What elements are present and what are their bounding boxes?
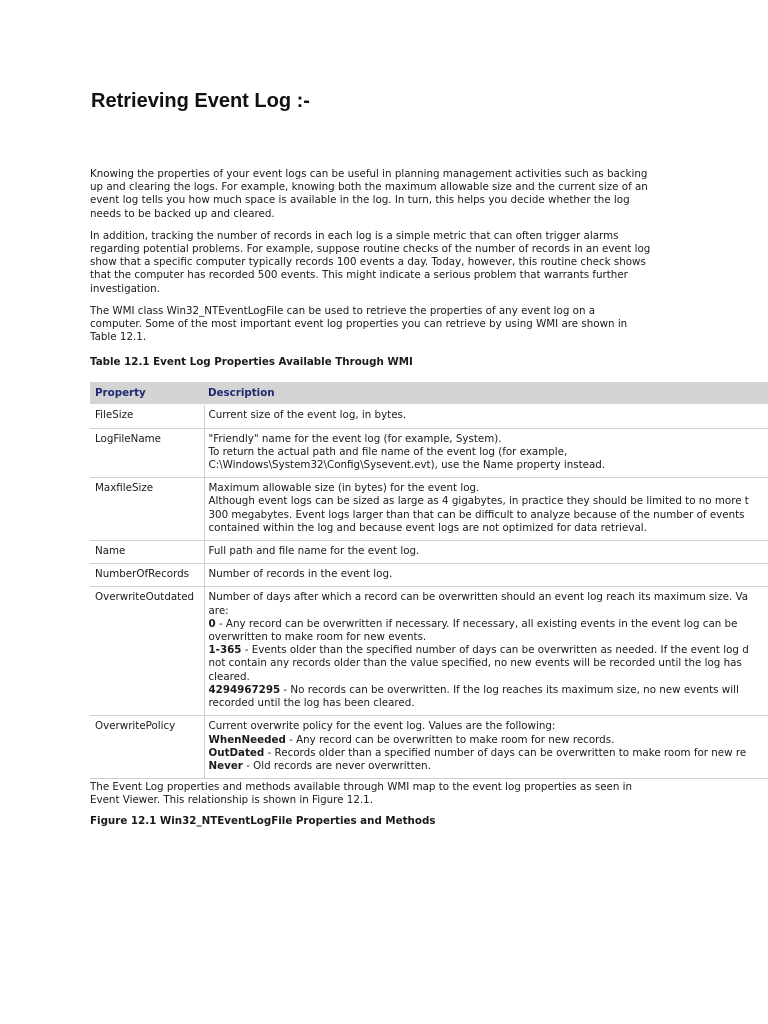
- value-keyword: OutDated: [208, 746, 265, 759]
- description-cell: [204, 478, 768, 541]
- paragraph: [90, 230, 680, 296]
- description-line: [209, 605, 768, 618]
- description-line: [209, 568, 768, 581]
- description-text: Although event logs can be sized as large as 4 gigabytes, in practice they should be limited to no more t: [208, 495, 749, 508]
- description-line: [209, 618, 768, 631]
- property-cell: LogFileName: [90, 428, 204, 478]
- table-header-row: [90, 382, 768, 405]
- value-keyword: 1-365: [208, 644, 242, 657]
- paragraph-line: The Event Log properties and methods available through WMI map to the event log properties as seen in: [90, 781, 633, 794]
- description-text: Number of days after which a record can be overwritten should an event log reach its maximum size. Va: [208, 591, 749, 604]
- paragraph-line: that the computer has recorded 500 events. This might indicate a serious problem that warrants further: [90, 269, 628, 282]
- table-body: [90, 405, 768, 779]
- description-line: [209, 684, 768, 697]
- paragraph-line: needs to be backed up and cleared.: [90, 207, 275, 220]
- document-body: [90, 168, 768, 827]
- description-text: "Friendly" name for the event log (for example, System).: [208, 432, 502, 445]
- value-keyword: 4294967295: [208, 683, 281, 696]
- paragraph-line: Table 12.1.: [90, 331, 147, 344]
- description-cell: [204, 428, 768, 478]
- property-cell: OverwriteOutdated: [90, 587, 204, 716]
- description-text: - No records can be overwritten. If the log reaches its maximum size, no new events will: [280, 683, 739, 696]
- description-line: [209, 631, 768, 644]
- paragraph-line: The WMI class Win32_NTEventLogFile can be used to retrieve the properties of any event log on a: [90, 304, 596, 317]
- paragraph-line: show that a specific computer typically records 100 events a day. Today, however, this routine check shows: [90, 256, 646, 269]
- description-text: - Any record can be overwritten if necessary. If necessary, all existing events in the event log can be: [215, 617, 738, 630]
- description-text: To return the actual path and file name of the event log (for example,: [208, 445, 568, 458]
- table-row: [90, 541, 768, 564]
- value-keyword: WhenNeeded: [208, 733, 286, 746]
- description-line: [209, 697, 768, 710]
- description-line: [209, 446, 768, 459]
- description-text: Maximum allowable size (in bytes) for the event log.: [208, 482, 480, 495]
- paragraph-line: investigation.: [90, 282, 160, 295]
- description-text: - Any record can be overwritten to make room for new records.: [285, 733, 615, 746]
- description-cell: [204, 541, 768, 564]
- description-line: [209, 509, 768, 522]
- paragraph-line: Event Viewer. This relationship is shown in Figure 12.1.: [90, 794, 373, 807]
- description-line: [209, 760, 768, 773]
- table-row: [90, 405, 768, 428]
- table-row: [90, 587, 768, 716]
- paragraph: [90, 305, 680, 345]
- description-text: - Events older than the specified number of days can be overwritten as needed. If the event log d: [241, 644, 749, 657]
- header-property: Property: [90, 382, 204, 405]
- description-text: C:\Windows\System32\Config\Sysevent.evt), use the Name property instead.: [208, 459, 606, 472]
- description-line: [209, 433, 768, 446]
- description-line: [209, 747, 768, 760]
- after-table-paragraph: [90, 781, 768, 807]
- description-line: [209, 482, 768, 495]
- value-keyword: 0: [208, 617, 216, 630]
- paragraph-line: In addition, tracking the number of records in each log is a simple metric that can often trigger alarms: [90, 229, 619, 242]
- description-line: [209, 720, 768, 733]
- description-text: overwritten to make room for new events.: [208, 631, 427, 644]
- description-text: - Records older than a specified number of days can be overwritten to make room for new re: [264, 746, 747, 759]
- event-log-properties-table: [90, 382, 768, 779]
- value-keyword: Never: [208, 759, 243, 772]
- paragraph-line: event log tells you how much space is available in the log. In turn, this helps you decide whether the log: [90, 194, 630, 207]
- paragraph-line: regarding potential problems. For example, suppose routine checks of the number of records in an event log: [90, 243, 651, 256]
- description-cell: [204, 716, 768, 779]
- description-line: [209, 671, 768, 684]
- page-title: Retrieving Event Log :-: [91, 90, 310, 112]
- description-text: recorded until the log has been cleared.: [208, 697, 415, 710]
- description-text: Number of records in the event log.: [208, 568, 393, 581]
- paragraph-line: Knowing the properties of your event logs can be useful in planning management activities such as backing: [90, 168, 648, 180]
- paragraph: [90, 168, 680, 221]
- description-text: contained within the log and because event logs are not optimized for data retrieval.: [208, 521, 647, 534]
- description-line: [209, 459, 768, 472]
- table-caption: Table 12.1 Event Log Properties Available Through WMI: [90, 356, 413, 369]
- description-text: Full path and file name for the event log.: [208, 545, 420, 558]
- property-cell: FileSize: [90, 405, 204, 428]
- table-row: [90, 564, 768, 587]
- description-text: - Old records are never overwritten.: [242, 759, 431, 772]
- description-text: are:: [208, 604, 229, 617]
- description-cell: [204, 587, 768, 716]
- description-line: [209, 734, 768, 747]
- description-text: 300 megabytes. Event logs larger than that can be difficult to analyze because of the number of events: [208, 508, 745, 521]
- table-row: [90, 716, 768, 779]
- description-line: [209, 545, 768, 558]
- description-line: [209, 591, 768, 604]
- table-row: [90, 428, 768, 478]
- property-cell: Name: [90, 541, 204, 564]
- property-cell: MaxfileSize: [90, 478, 204, 541]
- header-description: Description: [204, 382, 768, 405]
- property-cell: OverwritePolicy: [90, 716, 204, 779]
- paragraph-line: computer. Some of the most important event log properties you can retrieve by using WMI are shown in: [90, 318, 628, 331]
- table-row: [90, 478, 768, 541]
- intro-paragraphs: [90, 168, 768, 344]
- paragraph-line: up and clearing the logs. For example, knowing both the maximum allowable size and the current size of an: [90, 181, 648, 194]
- description-text: not contain any records older than the value specified, no new events will be recorded until the log has: [208, 657, 742, 670]
- description-text: cleared.: [208, 670, 250, 683]
- property-cell: NumberOfRecords: [90, 564, 204, 587]
- description-line: [209, 644, 768, 657]
- description-line: [209, 409, 768, 422]
- description-line: [209, 657, 768, 670]
- description-line: [209, 522, 768, 535]
- description-text: Current size of the event log, in bytes.: [208, 409, 407, 422]
- description-text: Current overwrite policy for the event log. Values are the following:: [208, 720, 556, 733]
- description-line: [209, 495, 768, 508]
- description-cell: [204, 405, 768, 428]
- figure-caption: Figure 12.1 Win32_NTEventLogFile Properties and Methods: [90, 814, 436, 827]
- description-cell: [204, 564, 768, 587]
